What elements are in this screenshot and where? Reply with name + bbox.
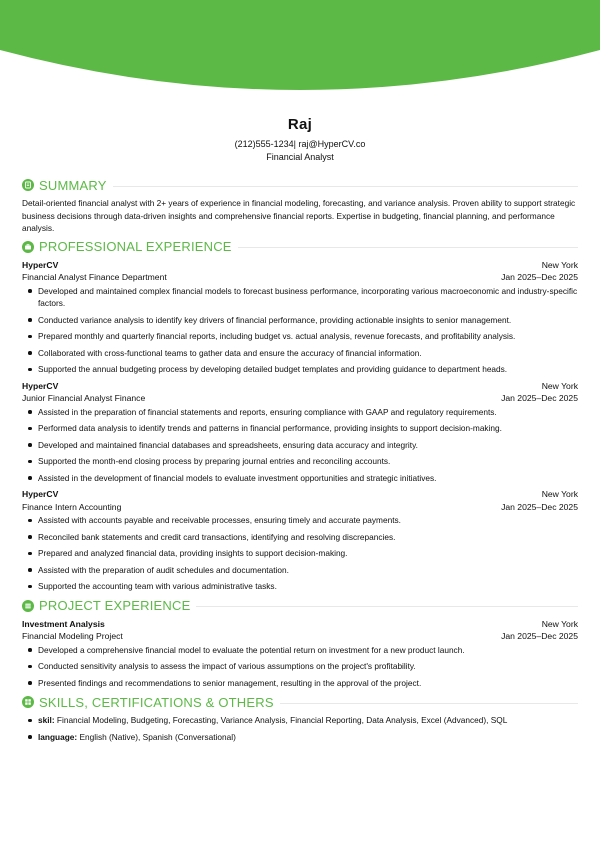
bullet-item: Supported the annual budgeting process by developing detailed budget templates and providing guidance to department heads.	[22, 363, 578, 376]
bullet-item: Supported the month-end closing process by preparing journal entries and reconciling accounts.	[22, 455, 578, 468]
contact-separator: |	[293, 139, 297, 149]
date-range: Jan 2025–Dec 2025	[501, 393, 578, 403]
experience-entry	[22, 488, 578, 593]
date-range: Jan 2025–Dec 2025	[501, 631, 578, 641]
skills-heading	[22, 693, 578, 711]
bullet-item: Developed and maintained complex financial models to forecast business performance, incorporating various macroeconomic and industry-specific factors.	[22, 285, 578, 310]
experience-entry	[22, 380, 578, 485]
bullet-item: Prepared monthly and quarterly financial reports, including budget vs. actual analysis, revenue forecasts, and profitability analysis.	[22, 330, 578, 343]
language-item	[22, 731, 578, 744]
candidate-name: Raj	[287, 116, 313, 133]
job-title: Financial Analyst	[266, 152, 334, 162]
location: New York	[541, 380, 578, 391]
summary-section	[22, 176, 578, 235]
contact-line	[0, 139, 600, 149]
grid-icon	[22, 696, 34, 708]
projects-title: PROJECT EXPERIENCE	[39, 598, 191, 613]
skills-title: SKILLS, CERTIFICATIONS & OTHERS	[39, 694, 274, 710]
company-name: HyperCV	[22, 489, 59, 499]
bullet-item: Performed data analysis to identify trends and patterns in financial performance, providing insights to support decision-making.	[22, 422, 578, 435]
list-icon	[22, 600, 34, 612]
summary-text: Detail-oriented financial analyst with 2+ years of experience in financial modeling, forecasting, and variance analysis. Proven ability to support strategic business decisions through data-driven insights and comprehensive financial reports. Expertise in budgeting, financial planning, and performance analysis.	[22, 198, 576, 233]
resume-header	[0, 116, 600, 162]
location: New York	[541, 259, 578, 270]
language-label: language:	[38, 731, 78, 742]
bullet-item: Developed and maintained financial databases and spreadsheets, ensuring data accuracy and integrity.	[22, 439, 578, 452]
skill-value: Financial Modeling, Budgeting, Forecasting, Variance Analysis, Financial Reporting, Data Analysis, Excel (Advanced), SQL	[56, 715, 508, 725]
section-divider	[238, 247, 578, 248]
location: New York	[541, 618, 578, 629]
bullet-item: Prepared and analyzed financial data, providing insights to support decision-making.	[22, 547, 578, 560]
summary-heading	[22, 176, 578, 194]
phone: (212)555-1234	[234, 139, 294, 149]
skill-label: skil:	[38, 715, 55, 725]
section-divider	[280, 703, 578, 704]
skills-section	[22, 693, 578, 743]
project-name: Investment Analysis	[22, 618, 105, 629]
language-value: English (Native), Spanish (Conversational)	[79, 731, 236, 742]
document-icon	[22, 179, 34, 191]
experience-heading	[22, 238, 578, 256]
date-range: Jan 2025–Dec 2025	[501, 501, 578, 512]
bullet-item: Collaborated with cross-functional teams to gather data and ensure the accuracy of financial information.	[22, 347, 578, 360]
position: Junior Financial Analyst Finance	[22, 393, 146, 403]
bullet-item: Supported the accounting team with various administrative tasks.	[22, 580, 578, 593]
section-divider	[113, 186, 578, 187]
bullet-item: Conducted variance analysis to identify key drivers of financial performance, providing actionable insights to senior management.	[22, 314, 578, 327]
email: raj@HyperCV.co	[298, 139, 366, 149]
position: Financial Analyst Finance Department	[22, 272, 167, 282]
bullet-item: Developed a comprehensive financial model to evaluate the potential return on investment for a new product launch.	[22, 644, 578, 657]
position: Finance Intern Accounting	[22, 501, 122, 512]
bullet-item: Presented findings and recommendations to senior management, resulting in the approval of the project.	[22, 677, 578, 690]
header-banner	[0, 0, 600, 90]
company-name: HyperCV	[22, 259, 59, 270]
experience-entry	[22, 259, 578, 376]
project-role: Financial Modeling Project	[22, 631, 123, 641]
skill-item	[22, 714, 578, 727]
location: New York	[541, 489, 578, 499]
bullet-item: Assisted in the preparation of financial statements and reports, ensuring compliance with GAAP and regulatory requirements.	[22, 406, 578, 419]
experience-section	[22, 238, 578, 593]
projects-section	[22, 597, 578, 690]
bullet-item: Reconciled bank statements and credit card transactions, identifying and resolving discrepancies.	[22, 531, 578, 544]
summary-title: SUMMARY	[39, 177, 107, 193]
date-range: Jan 2025–Dec 2025	[501, 272, 578, 282]
briefcase-icon	[22, 241, 34, 253]
bullet-item: Assisted with the preparation of audit schedules and documentation.	[22, 564, 578, 577]
projects-heading	[22, 597, 578, 615]
project-entry	[22, 618, 578, 690]
resume-body	[22, 176, 578, 747]
company-name: HyperCV	[22, 380, 59, 391]
section-divider	[196, 606, 578, 607]
experience-title: PROFESSIONAL EXPERIENCE	[39, 239, 232, 254]
bullet-item: Assisted with accounts payable and receivable processes, ensuring timely and accurate payments.	[22, 514, 578, 527]
bullet-item: Conducted sensitivity analysis to assess the impact of various assumptions on the project's profitability.	[22, 660, 578, 673]
bullet-item: Assisted in the development of financial models to evaluate investment opportunities and strategic initiatives.	[22, 472, 578, 485]
